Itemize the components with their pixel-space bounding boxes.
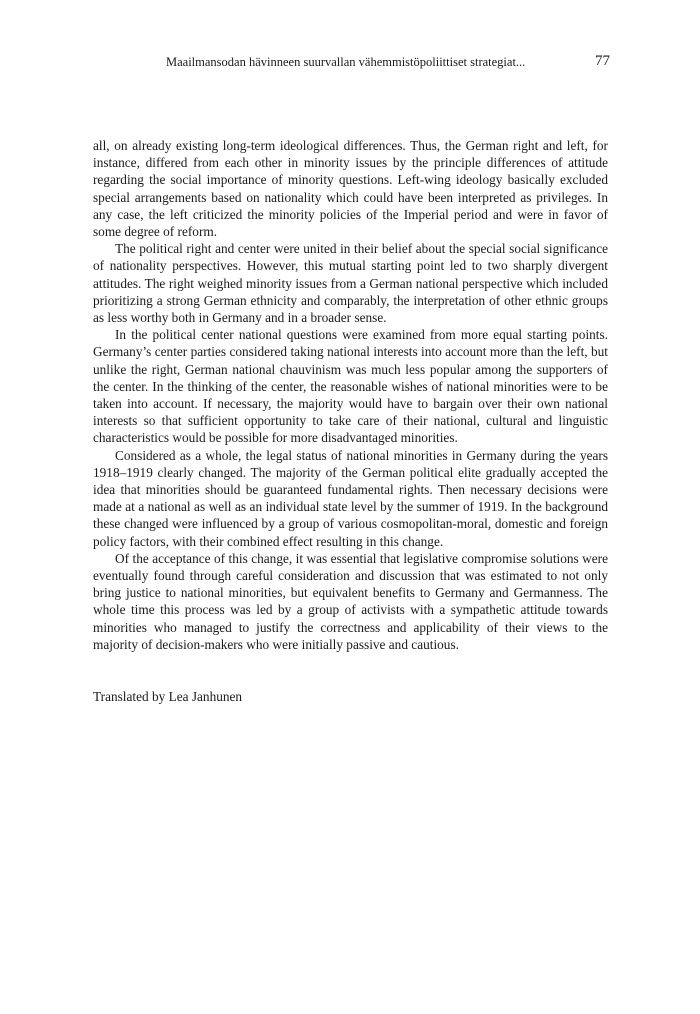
page-number: 77 bbox=[595, 53, 610, 69]
running-title: Maailmansodan hävinneen suurvallan vähemmistöpoliittiset strategiat... bbox=[166, 55, 526, 69]
paragraph: In the political center national questions were examined from more equal starting points. Germany’s center parties considered taking national interests into account more than the left, but unlike the right, German national chauvinism was much less popular among the supporters of the center. In the thinking of the center, the reasonable wishes of national minorities were to be taken into account. If necessary, the majority would have to bargain over their own national interests so that sufficient opportunity to take care of their national, cultural and linguistic characteristics would be possible for more disadvantaged minorities. bbox=[93, 327, 608, 446]
running-head bbox=[166, 53, 610, 73]
paragraph: The political right and center were united in their belief about the special social significance of nationality perspectives. However, this mutual starting point led to two sharply divergent attitudes. The right weighed minority issues from a German national perspective which included prioritizing a strong German ethnicity and comparably, the interpretation of other ethnic groups as less worthy both in Germany and in a broader sense. bbox=[93, 241, 608, 326]
translator-credit: Translated by Lea Janhunen bbox=[93, 689, 243, 704]
paragraph: Considered as a whole, the legal status of national minorities in Germany during the years 1918–1919 clearly changed. The majority of the German political elite gradually accepted the idea that minorities should be guaranteed fundamental rights. Then necessary decisions were made at a national as well as an individual state level by the summer of 1919. In the background these changed were influenced by a group of various cosmopolitan-moral, domestic and foreign policy factors, with their combined effect resulting in this change. bbox=[93, 447, 608, 549]
body-text bbox=[93, 137, 608, 653]
paragraph: all, on already existing long-term ideological differences. Thus, the German right and left, for instance, differed from each other in minority issues by the principle differences of attitude regarding the social importance of minority questions. Left-wing ideology basically excluded special arrangements based on nationality which could have been interpreted as privileges. In any case, the left criticized the minority policies of the Imperial period and were in favor of some degree of reform. bbox=[93, 138, 608, 240]
paragraph: Of the acceptance of this change, it was essential that legislative compromise solutions were eventually found through careful consideration and discussion that was estimated to not only bring justice to national minorities, but equivalent benefits to Germany and Germanness. The whole time this process was led by a group of activists with a sympathetic attitude towards minorities who managed to justify the correctness and applicability of their views to the majority of decision-makers who were initially passive and cautious. bbox=[93, 550, 608, 652]
